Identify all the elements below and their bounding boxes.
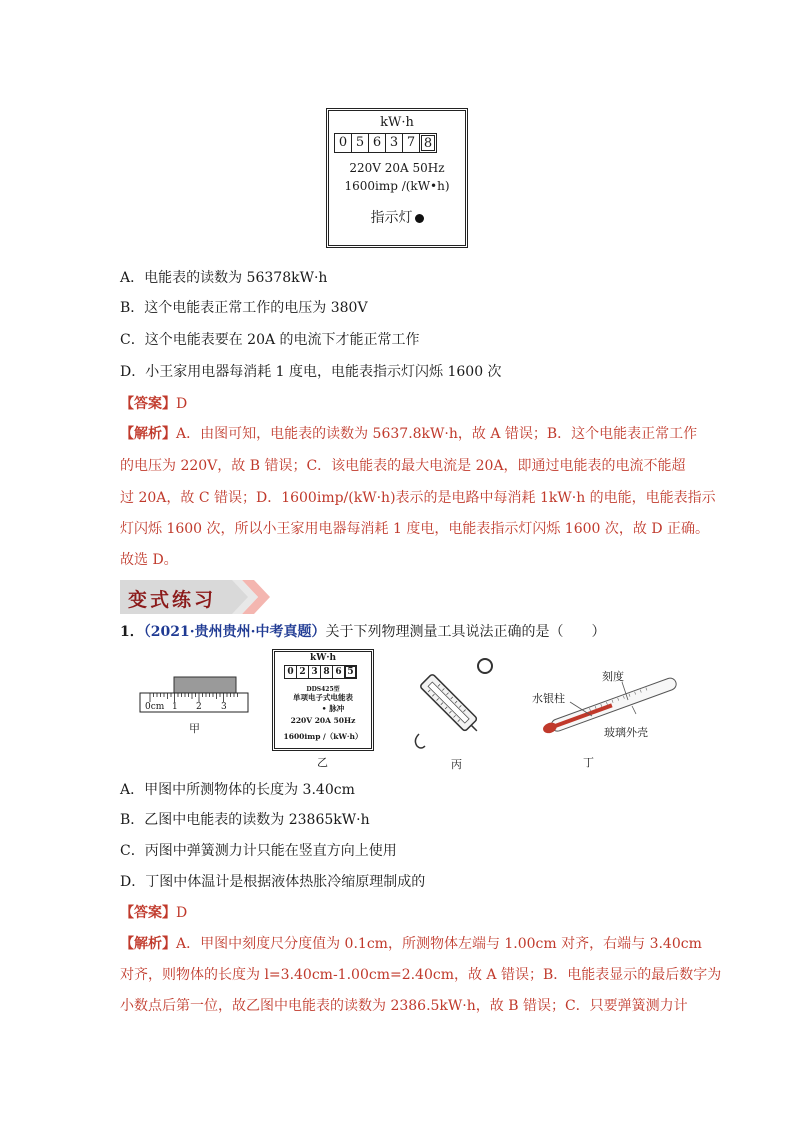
option-c: C．丙图中弹簧测力计只能在竖直方向上使用 [120,843,397,859]
analysis-line: 对齐，则物体的长度为 l=3.40cm-1.00cm=2.40cm，故 A 错误；B．电能表显示的最后数字为 [120,967,722,983]
meter-digit: 6 [332,665,345,679]
meter-digit: 5 [351,133,369,153]
meter-unit: kW·h [380,115,414,130]
indicator-label: 指示灯 [370,210,413,226]
ruler-tick-label: 2 [196,702,202,712]
figure-caption-yi: 乙 [317,756,328,769]
meter-digits [285,665,357,679]
question-number: 1． [120,624,144,640]
analysis-label: 【解析】 [120,426,176,442]
meter-spec-rating: 220V 20A 50Hz [349,161,445,175]
answer-line [120,903,187,923]
question-text: 关于下列物理测量工具说法正确的是（ ） [325,624,606,640]
analysis-line: 【解析】A．甲图中刻度尺分度值为 0.1cm，所测物体左端与 1.00cm 对齐，右端与 3.40cm [120,936,702,952]
answer-label: 【答案】 [120,905,176,921]
figure-caption-jia: 甲 [189,722,200,735]
option-d: D．丁图中体温计是根据液体热胀冷缩原理制成的 [120,874,426,890]
analysis-line: 【解析】A．由图可知，电能表的读数为 5637.8kW·h，故 A 错误；B．这个电能表正常工作 [120,426,698,442]
ruler-tick-label: 0cm [145,702,165,712]
label-scale: 刻度 [602,670,624,683]
analysis-line: 过 20A，故 C 错误；D．1600imp/(kW·h)表示的是电路中每消耗 1kW·h 的电能，电能表指示 [120,490,716,506]
meter-pulse: • 脉冲 [321,704,345,713]
section-banner [120,580,270,614]
ruler-tick-label: 3 [221,702,227,712]
meter-spec-impulse: 1600imp /（kW·h） [283,732,363,741]
meter-spec-rating: 220V 20A 50Hz [290,716,356,725]
section-title: 变式练习 [128,589,217,611]
indicator-dot-icon [415,214,424,223]
spring-scale-figure [405,656,495,752]
analysis-line: 的电压为 220V，故 B 错误；C．该电能表的最大电流是 20A，即通过电能表的电流不能超 [120,458,686,474]
meter-digits [335,133,437,153]
meter-digit: 6 [368,133,386,153]
spring-scale-icon [405,656,495,752]
analysis-line: 故选 D。 [120,552,178,568]
meter-digit: 0 [284,665,297,679]
analysis-label: 【解析】 [120,936,176,952]
option-a: A．甲图中所测物体的长度为 3.40cm [120,782,355,798]
label-mercury: 水银柱 [532,692,565,705]
figure-caption-bing: 丙 [451,758,462,771]
ruler-tick-label: 1 [172,702,178,712]
figure-caption-ding: 丁 [583,756,594,769]
meter-digit: 7 [402,133,420,153]
meter-digit: 2 [296,665,309,679]
meter-digit-decimal: 8 [419,133,437,153]
meter-digit: 8 [320,665,333,679]
ruler-figure [138,672,250,722]
question-source: （2021·贵州贵州·中考真题） [143,624,326,640]
meter-name: 单项电子式电能表 [293,693,353,702]
label-glass: 玻璃外壳 [604,726,648,739]
answer-line [120,394,187,414]
meter-digit: 0 [334,133,352,153]
meter-digit: 3 [385,133,403,153]
answer-value: D [176,905,188,921]
answer-label: 【答案】 [120,396,176,412]
meter-model: DDS425型 [306,686,340,693]
option-a: A．电能表的读数为 56378kW·h [120,270,328,286]
option-b: B．乙图中电能表的读数为 23865kW·h [120,812,370,828]
analysis-line: 灯闪烁 1600 次，所以小王家用电器每消耗 1 度电，电能表指示灯闪烁 1600 次，故 D 正确。 [120,521,709,537]
meter-unit: kW·h [309,653,337,663]
option-c: C．这个电能表要在 20A 的电流下才能正常工作 [120,332,420,348]
analysis-line: 小数点后第一位，故乙图中电能表的读数为 2386.5kW·h，故 B 错误；C．只要弹簧测力计 [120,998,688,1014]
option-b: B．这个电能表正常工作的电压为 380V [120,300,368,316]
answer-value: D [176,396,188,412]
thermometer-figure [530,666,690,756]
question-1-stem [120,622,605,642]
meter-digit: 3 [308,665,321,679]
meter-digit-decimal: 5 [344,665,357,679]
electric-meter-figure [326,108,468,248]
meter-spec-impulse: 1600imp /(kW•h) [344,179,450,193]
meter-indicator [329,207,465,227]
option-d: D．小王家用电器每消耗 1 度电，电能表指示灯闪烁 1600 次 [120,364,502,380]
electric-meter-small-figure [272,649,374,751]
